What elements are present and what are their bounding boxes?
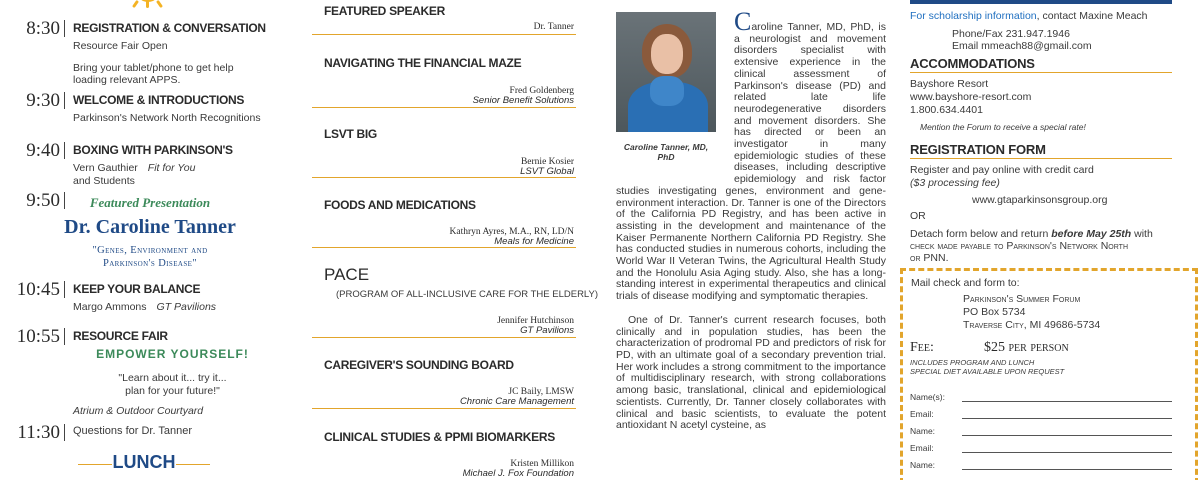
featured-speaker-name: Dr. Caroline Tanner bbox=[64, 216, 236, 238]
sessions-column bbox=[300, 0, 600, 480]
resort-phone: 1.800.634.4401 bbox=[910, 104, 983, 116]
session-divider bbox=[312, 337, 576, 338]
session-title: FEATURED SPEAKER bbox=[324, 4, 445, 18]
mail-instruction: Mail check and form to: bbox=[911, 277, 1020, 289]
resort-name: Bayshore Resort bbox=[910, 78, 989, 90]
field-label: Email: bbox=[910, 443, 934, 453]
mail-address: Traverse City, MI 49686-5734 bbox=[963, 319, 1101, 331]
fee-label: Fee: bbox=[910, 340, 934, 355]
bio-paragraph-text: aroline Tanner, MD, PhD, is a neurologist and movement disorders specialist with extensive experience in the clinical assessment of Parkinson's disease (PD) and related late life neurodegenerative disorders and movement disorders. She has directed or been an investigator in many epidemiologic studies of these diseases, including descriptive epidemiology and risk factor studies investigating genes, environment and gene-environment interaction. Dr. Tanner is one of the Directors of the California PD Registry, and has been active in assisting in the development and maintenance of the Kaiser Permanente Northern California PD Registry. She has conducted studies in numerous cohorts, including the World War II Veteran Twins, the Agricultural Health Study and the Honolulu Asia Aging study. Also, she has a long-standing interest in experimental therapeutics and clinical trials of disease modifying and symptomatic therapies. bbox=[616, 21, 886, 303]
detach-line bbox=[910, 228, 1153, 240]
session-title: FOODS AND MEDICATIONS bbox=[324, 198, 476, 212]
bio-paragraph: One of Dr. Tanner's current research focuses, both clinically and in population studies, has been the characterization of prodromal PD and predictors of risk for PD, with an ultimate goal of a secondary prevention trial. Her work includes a strong commitment to the importance of multidisciplinary research, with strong collaborations among basic, translational, clinical and epidemiological scientists. Currently, Dr. Tanner closely collaborates with clinical and basic scientists, to evaluate the potent antioxidant N acetyl cysteine, as bbox=[616, 313, 886, 432]
speaker-name: Margo Ammons bbox=[73, 301, 147, 313]
fee-note: SPECIAL DIET AVAILABLE UPON REQUEST bbox=[910, 367, 1065, 376]
resort-note: Mention the Forum to receive a special rate! bbox=[920, 122, 1086, 132]
divider bbox=[64, 92, 65, 109]
speaker-name: Jennifer Hutchinson bbox=[497, 316, 574, 326]
session-speaker bbox=[463, 459, 574, 479]
slot-line: loading relevant APPS. bbox=[73, 74, 181, 86]
divider bbox=[64, 20, 65, 37]
session-speaker bbox=[497, 316, 574, 336]
speaker-org: LSVT Global bbox=[520, 166, 574, 177]
session-speaker bbox=[460, 387, 574, 407]
speaker-org: Senior Benefit Solutions bbox=[472, 95, 574, 106]
mail-address: Parkinson's Summer Forum bbox=[963, 293, 1081, 305]
slot-time: 10:45 bbox=[16, 279, 60, 300]
speaker-org: Fit for You bbox=[147, 162, 196, 174]
registration-line: Register and pay online with credit card bbox=[910, 164, 1094, 176]
contact-phone: Phone/Fax 231.947.1946 bbox=[952, 28, 1070, 40]
scholarship-text: , contact Maxine Meach bbox=[1036, 10, 1148, 22]
slot-line: Parkinson's Network North Recognitions bbox=[73, 112, 261, 124]
featured-talk-line: "Genes, Environment and bbox=[92, 245, 208, 256]
detach-text: Detach form below and return bbox=[910, 228, 1052, 240]
speaker-name: Fred Goldenberg bbox=[509, 86, 574, 96]
scholarship-line bbox=[910, 10, 1148, 22]
or-text: OR bbox=[910, 210, 926, 222]
field-label: Name: bbox=[910, 460, 936, 470]
session-title: PACE bbox=[324, 265, 370, 284]
slot-line: Questions for Dr. Tanner bbox=[73, 425, 193, 437]
empower-slogan: EMPOWER YOURSELF! bbox=[96, 347, 249, 361]
slot-line: Resource Fair Open bbox=[73, 40, 168, 52]
speaker-name: Vern Gauthier bbox=[73, 162, 138, 174]
form-field-name[interactable] bbox=[910, 460, 1172, 474]
divider bbox=[64, 424, 65, 441]
slot-title: KEEP YOUR BALANCE bbox=[73, 282, 201, 296]
speaker-org: Michael J. Fox Foundation bbox=[462, 468, 574, 479]
slot-title: WELCOME & INTRODUCTIONS bbox=[73, 93, 245, 107]
lunch-heading: LUNCH bbox=[78, 452, 210, 473]
slot-time: 10:55 bbox=[16, 326, 60, 347]
deadline-text: before May 25th bbox=[1051, 228, 1132, 240]
field-label: Email: bbox=[910, 409, 934, 419]
slot-time: 9:50 bbox=[26, 190, 60, 211]
session-divider bbox=[312, 34, 576, 35]
detach-text: with bbox=[1131, 228, 1153, 240]
sun-icon bbox=[128, 0, 168, 10]
photo-caption: Caroline Tanner, MD, PhD bbox=[623, 142, 709, 162]
session-divider bbox=[312, 177, 576, 178]
slot-time: 9:30 bbox=[26, 90, 60, 111]
speaker-name: Kristen Millikon bbox=[510, 459, 574, 469]
bio-column bbox=[600, 0, 900, 480]
registration-fee-note: ($3 processing fee) bbox=[910, 177, 1000, 189]
speaker-org: Chronic Care Management bbox=[459, 396, 574, 407]
header-strip bbox=[910, 0, 1172, 4]
mail-address: PO Box 5734 bbox=[963, 306, 1026, 318]
slot-time: 9:40 bbox=[26, 140, 60, 161]
form-field-name[interactable] bbox=[910, 426, 1172, 440]
resort-url[interactable]: www.bayshore-resort.com bbox=[910, 91, 1032, 103]
session-subtitle: (PROGRAM OF ALL-INCLUSIVE CARE FOR THE ELDERLY) bbox=[336, 289, 599, 300]
session-speaker: Dr. Tanner bbox=[533, 22, 574, 32]
session-divider bbox=[312, 107, 576, 108]
info-column bbox=[900, 0, 1200, 480]
speaker-name: Kathryn Ayres, M.A., RN, LD/N bbox=[449, 227, 574, 237]
session-speaker bbox=[520, 157, 574, 177]
session-title: LSVT BIG bbox=[324, 127, 377, 141]
divider bbox=[64, 281, 65, 298]
form-field-email[interactable] bbox=[910, 409, 1172, 423]
slot-time: 8:30 bbox=[26, 18, 60, 39]
registration-heading: REGISTRATION FORM bbox=[910, 142, 1172, 159]
fee-amount: $25 per person bbox=[984, 340, 1069, 355]
speaker-photo bbox=[616, 12, 716, 132]
detach-line: check made payable to Parkinson's Network North bbox=[910, 240, 1129, 252]
session-title: CLINICAL STUDIES & PPMI BIOMARKERS bbox=[324, 430, 555, 444]
slot-line: and Students bbox=[73, 175, 135, 187]
speaker-org: GT Pavilions bbox=[520, 325, 574, 336]
slot-line bbox=[73, 301, 216, 313]
speaker-org: Meals for Medicine bbox=[494, 236, 574, 247]
drop-cap: C bbox=[734, 7, 752, 36]
slot-title: BOXING WITH PARKINSON'S bbox=[73, 143, 233, 157]
quote-line: "Learn about it... try it... bbox=[118, 372, 227, 384]
detach-line: or PNN. bbox=[910, 252, 949, 264]
slot-line: Bring your tablet/phone to get help bbox=[73, 62, 234, 74]
session-title: NAVIGATING THE FINANCIAL MAZE bbox=[324, 56, 522, 70]
speaker-name: Bernie Kosier bbox=[520, 157, 574, 167]
accommodations-heading: ACCOMMODATIONS bbox=[910, 56, 1172, 73]
resource-quote bbox=[90, 372, 255, 398]
divider bbox=[64, 142, 65, 159]
featured-talk-title bbox=[40, 244, 260, 270]
session-title: CAREGIVER'S SOUNDING BOARD bbox=[324, 358, 514, 372]
speaker-org: GT Pavilions bbox=[156, 301, 217, 313]
session-speaker bbox=[473, 86, 574, 106]
slot-title: RESOURCE FAIR bbox=[73, 329, 168, 343]
field-label: Name(s): bbox=[910, 392, 945, 402]
field-label: Name: bbox=[910, 426, 936, 436]
featured-talk-line: Parkinson's Disease" bbox=[102, 258, 197, 269]
slot-line bbox=[73, 162, 195, 174]
contact-email: Email mmeach88@gmail.com bbox=[952, 40, 1092, 52]
schedule-column bbox=[0, 0, 300, 480]
speaker-name: JC Baily, LMSW bbox=[508, 387, 574, 397]
divider bbox=[64, 328, 65, 345]
scholarship-link[interactable]: For scholarship information bbox=[910, 10, 1037, 22]
quote-line: plan for your future!" bbox=[125, 385, 220, 397]
featured-label: Featured Presentation bbox=[89, 195, 211, 210]
form-field-email[interactable] bbox=[910, 443, 1172, 457]
slot-title: REGISTRATION & CONVERSATION bbox=[73, 21, 266, 35]
form-field-names[interactable] bbox=[910, 392, 1172, 406]
session-divider bbox=[312, 408, 576, 409]
session-speaker bbox=[450, 227, 574, 247]
fee-note: INCLUDES PROGRAM AND LUNCH bbox=[910, 358, 1035, 367]
registration-url[interactable]: www.gtaparkinsonsgroup.org bbox=[972, 194, 1108, 206]
session-divider bbox=[312, 247, 576, 248]
slot-time: 11:30 bbox=[17, 422, 60, 443]
location-text: Atrium & Outdoor Courtyard bbox=[73, 405, 204, 417]
